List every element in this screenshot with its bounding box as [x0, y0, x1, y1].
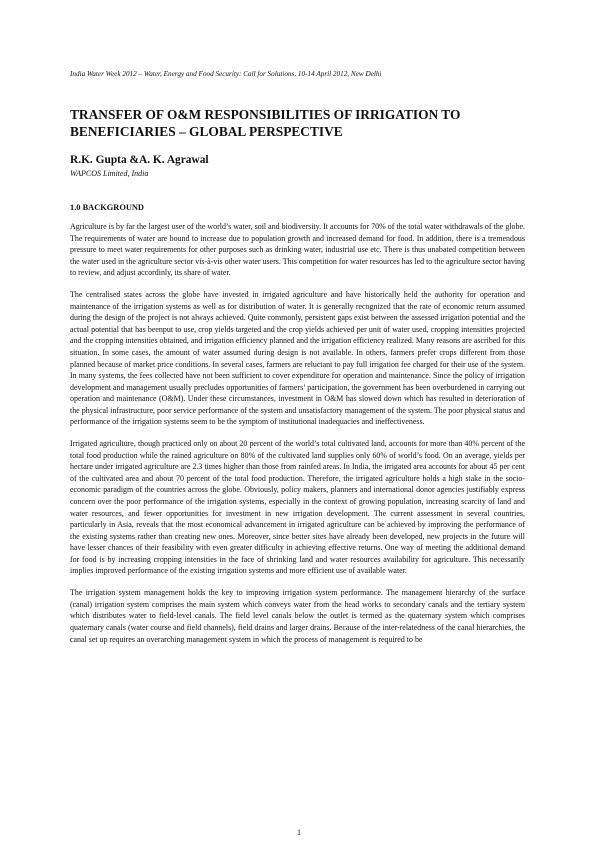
paragraph: The centralised states across the globe have invested in irrigated agriculture and have historically held the authority for operation and maintenance of the irrigation systems as well as for distribution of water. It is generally recognized that the rate of economic return assumed during the design of the project is not always achieved. Quite commonly, persistent gaps exist between the assessed irrigation potential and the actual potential that has beenput to use, crop yields targeted and the crop yields achieved per unit of water used, cropping intensities projected and the cropping intensities obtained, and irrigation efficiency planned and the irrigation efficiency realized. Many reasons are ascribed for this situation. In some cases, the amount of water assumed during design is not available. In others, farmers prefer crops different from those planned because of market price conditions. In several cases, farmers are reluctant to pay full irrigation fee charged for their use of the system. In many systems, the fees collected have not been sufficient to cover expenditure for operation and maintenance. Since the policy of irrigation development and management usually precludes opportunities of farmers’ participation, the government has been overburdened in carrying out operation and maintenance (O&M). Under these circumstances, investment in O&M has slowed down which has resulted in deterioration of the physical infrastructure, poor service performance of the system and unsatisfactory management of the system. The poor physical status and performance of the irrigation systems seem to be the symptom of institutional inadequacies and ineffectiveness. — [70, 290, 525, 427]
section-heading: 1.0 BACKGROUND — [70, 203, 144, 212]
body-text — [70, 221, 525, 656]
paragraph: The irrigation system management holds the key to improving irrigation system performance. The management hierarchy of the surface (canal) irrigation system comprises the main system which conveys water from the head works to secondary canals and the tertiary system which distributes water to field-level canals. The field level canals below the outlet is termed as the quaternary system which comprises quaternary canals (water course and field channels), field drains and larger drains. Because of the inter-relatedness of the canal hierarchies, the canal set up requires an overarching management system in which the process of management is required to be — [70, 588, 525, 644]
paragraph: Irrigated agriculture, though practiced only on about 20 percent of the world’s total cultivated land, accounts for more than 40% percent of the total food production while the rained agriculture on 80% of the cultivated land supplies only 60% of world’s food. On an average, yields per hectare under irrigated agriculture are 2.3 times higher than those from rainfed areas. In India, the irrigated area accounts for about 45 per cent of the cultivated area and about 70 percent of the total food production. Therefore, the irrigated agriculture holds a high stake in the socio-economic paradigm of the countries across the globe. Obviously, policy makers, planners and international donor agencies justifiably express concern over the poor performance of the irrigation systems, especially in the context of growing population, increasing scarcity of land and water resources, and fewer opportunities for investment in new irrigation development. The current assessment in several countries, particularly in Asia, reveals that the most economical advancement in irrigated agriculture can be achieved by improving the performance of the existing systems rather than creating new ones. Moreover, since better sites have already been developed, new projects in the future will have lesser chances of their feasibility with even greater difficulty in achieving effective returns. One way of meeting the additional demand for food is by increasing cropping intensities in the face of shrinking land and water resources availability for agriculture. This necessarily implies improved performance of the existing irrigation systems and more efficient use of available water. — [70, 439, 525, 576]
paper-title: TRANSFER OF O&M RESPONSIBILITIES OF IRRIGATION TO BENEFICIARIES – GLOBAL PERSPECTIVE — [70, 107, 461, 139]
running-header: India Water Week 2012 – Water, Energy and Food Security: Call for Solutions, 10-14 April 2012, New Delhi — [70, 70, 382, 78]
authors: R.K. Gupta &A. K. Agrawal — [70, 154, 209, 166]
page-number: 1 — [297, 828, 301, 837]
paragraph: Agriculture is by far the largest user of the world’s water, soil and biodiversity. It accounts for 70% of the total water withdrawals of the globe. The requirements of water are bound to increase due to population growth and increased demand for food. In addition, there is a tremendous pressure to meet water requirements for other purposes such as drinking water, industrial use etc. There is thus unabated competition between the water used in the agriculture sector vis-à-vis other water users. This competition for water resources has led to the agriculture sector having to review, and adjust accordinly, its share of water. — [70, 222, 525, 278]
affiliation: WAPCOS Limited, India — [70, 169, 149, 178]
